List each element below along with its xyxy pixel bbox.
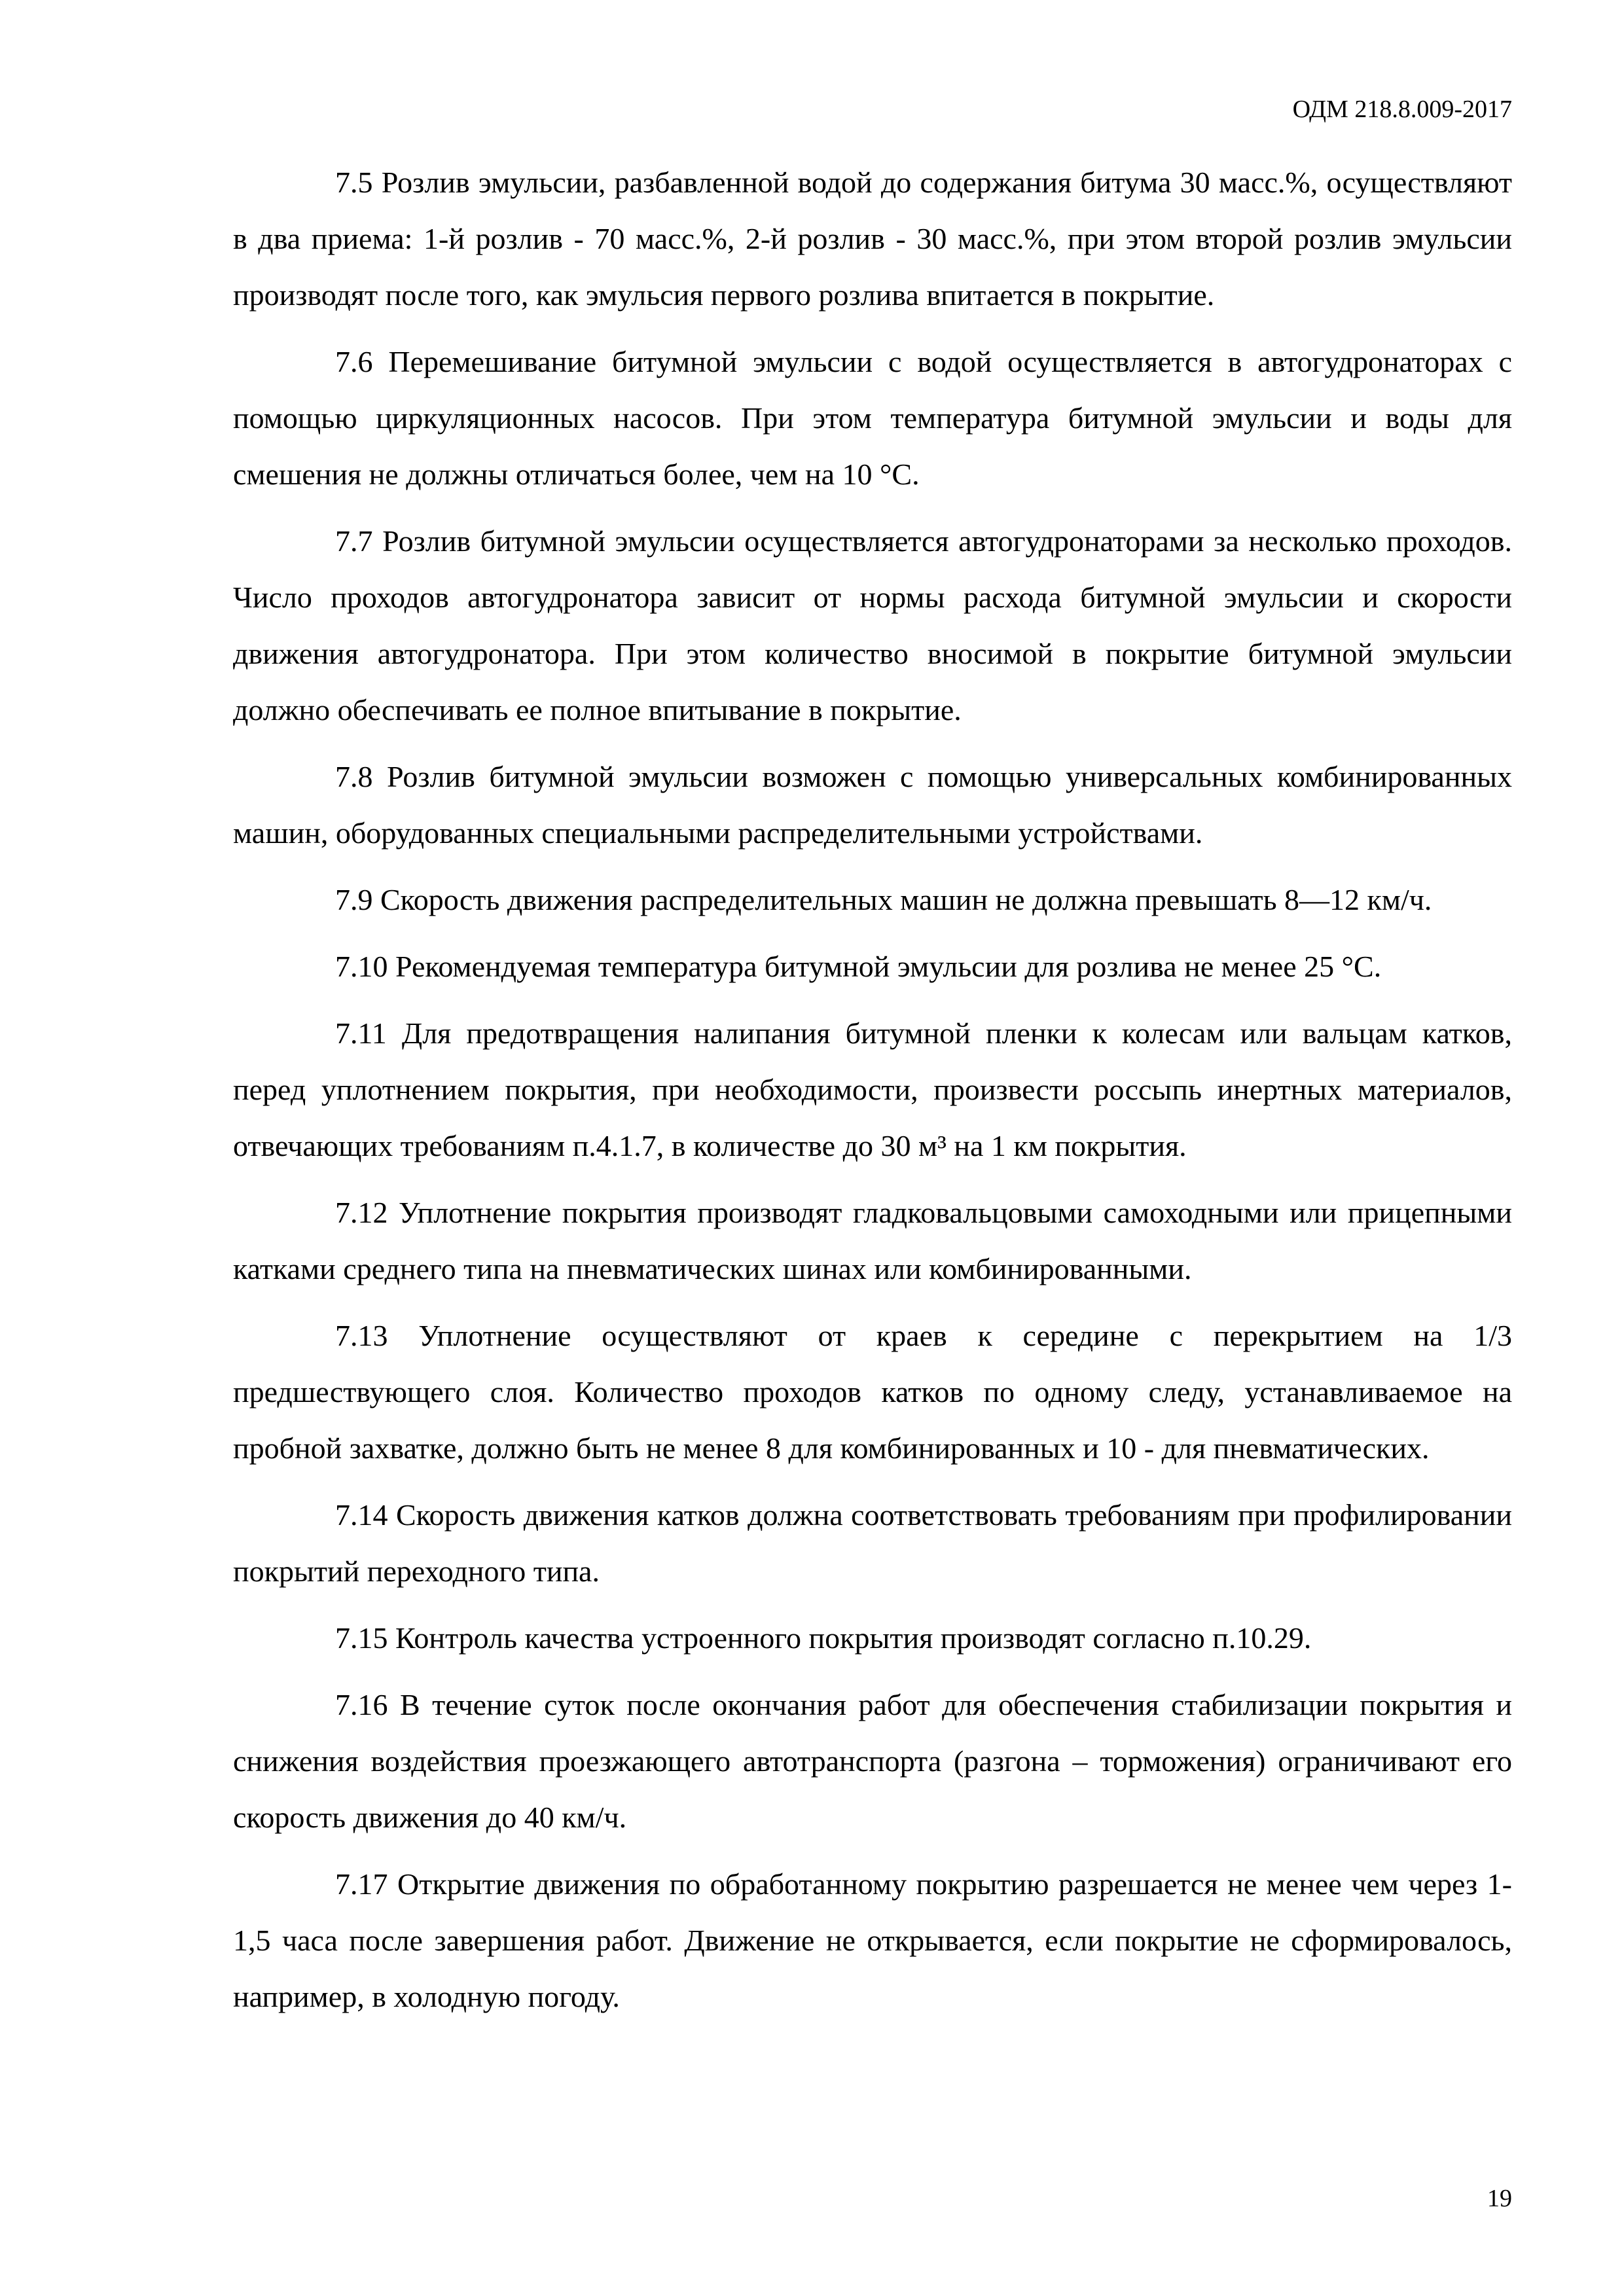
paragraph-7-5: 7.5 Розлив эмульсии, разбавленной водой до содержания битума 30 масс.%, осуществляют в два приема: 1-й розлив - 70 масс.%, 2-й розлив - 30 масс.%, при этом второй розлив эмульсии производят после того, как эмульсия первого розлива впитается в покрытие. <box>233 166 1512 312</box>
paragraph-7-9: 7.9 Скорость движения распределительных машин не должна превышать 8—12 км/ч. <box>335 883 1432 916</box>
page-number: 19 <box>1487 2185 1512 2212</box>
paragraph-7-10: 7.10 Рекомендуемая температура битумной эмульсии для розлива не менее 25 °С. <box>335 950 1382 983</box>
document-code: ОДМ 218.8.009-2017 <box>1292 96 1512 123</box>
paragraph-7-12: 7.12 Уплотнение покрытия производят гладковальцовыми самоходными или прицепными катками среднего типа на пневматических шинах или комбинированными. <box>233 1196 1512 1285</box>
paragraph-7-7: 7.7 Розлив битумной эмульсии осуществляется автогудронаторами за несколько проходов. Число проходов автогудронатора зависит от нормы расхода битумной эмульсии и скорости движения автогудронатора. При этом количество вносимой в покрытие битумной эмульсии должно обеспечивать ее полное впитывание в покрытие. <box>233 524 1512 726</box>
paragraph-7-6: 7.6 Перемешивание битумной эмульсии с водой осуществляется в автогудронаторах с помощью циркуляционных насосов. При этом температура битумной эмульсии и воды для смешения не должны отличаться более, чем на 10 °С. <box>233 345 1512 491</box>
paragraph-7-8: 7.8 Розлив битумной эмульсии возможен с помощью универсальных комбинированных машин, оборудованных специальными распределительными устройствами. <box>233 760 1512 850</box>
paragraph-7-13: 7.13 Уплотнение осуществляют от краев к середине с перекрытием на 1/3 предшествующего слоя. Количество проходов катков по одному следу, устанавливаемое на пробной захватке, должно быть не менее 8 для комбинированных и 10 - для пневматических. <box>233 1319 1512 1465</box>
paragraph-7-14: 7.14 Скорость движения катков должна соответствовать требованиям при профилировании покрытий переходного типа. <box>233 1498 1512 1588</box>
paragraph-7-17: 7.17 Открытие движения по обработанному покрытию разрешается не менее чем через 1-1,5 часа после завершения работ. Движение не открывается, если покрытие не сформировалось, например, в холодную погоду. <box>233 1867 1512 2013</box>
document-body <box>233 154 1512 2036</box>
paragraph-7-11: 7.11 Для предотвращения налипания битумной пленки к колесам или вальцам катков, перед уплотнением покрытия, при необходимости, произвести россыпь инертных материалов, отвечающих требованиям п.4.1.7, в количестве до 30 м³ на 1 км покрытия. <box>233 1016 1512 1162</box>
paragraph-7-16: 7.16 В течение суток после окончания работ для обеспечения стабилизации покрытия и снижения воздействия проезжающего автотранспорта (разгона – торможения) ограничивают его скорость движения до 40 км/ч. <box>233 1688 1512 1834</box>
paragraph-7-15: 7.15 Контроль качества устроенного покрытия производят согласно п.10.29. <box>335 1621 1312 1655</box>
